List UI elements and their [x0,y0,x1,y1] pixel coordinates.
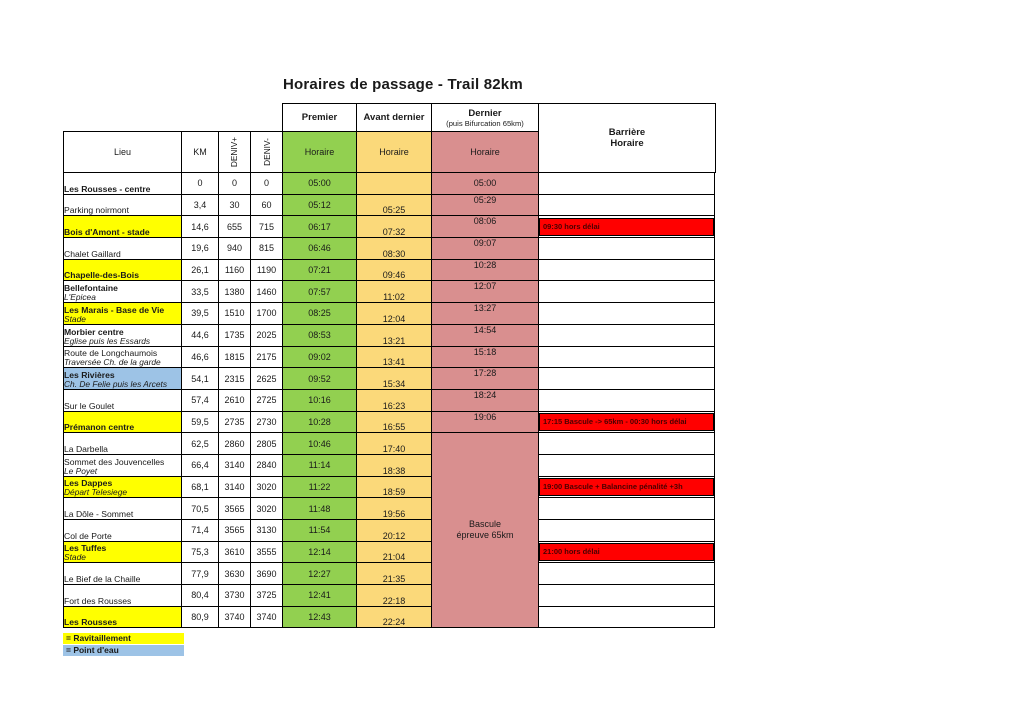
cell-lieu [64,606,182,628]
header-avant-dernier-label: Avant dernier [363,112,425,123]
header-barriere [538,103,716,173]
cell-deniv-minus: 1190 [251,259,283,281]
cell-deniv-minus: 60 [251,194,283,216]
cell-km: 70,5 [182,498,219,520]
cell-km: 33,5 [182,281,219,303]
cell-avant-dernier-horaire: 22:18 [357,585,432,607]
cell-deniv-minus: 2025 [251,324,283,346]
table-row [64,541,715,563]
cell-premier-horaire: 08:25 [283,303,357,325]
cell-avant-dernier-horaire: 08:30 [357,238,432,260]
table-body [64,173,715,628]
cell-deniv-plus: 2735 [219,411,251,433]
location-name: Les Rousses [64,617,118,628]
cell-premier-horaire: 05:00 [283,173,357,195]
cell-lieu [64,454,182,476]
deniv-minus-label: DENIV- [261,138,272,166]
header-premier-label: Premier [301,112,338,123]
cell-barriere [539,606,715,628]
cell-premier-horaire: 11:22 [283,476,357,498]
cell-dernier-horaire: 05:00 [432,173,539,195]
cell-km: 77,9 [182,563,219,585]
location-subtitle: L'Epicea [64,292,96,303]
cell-km: 26,1 [182,259,219,281]
location-name: Fort des Rousses [64,595,132,606]
location-name: Sommet des Jouvencelles [64,456,165,467]
cell-deniv-minus: 1460 [251,281,283,303]
cell-dernier-horaire: 18:24 [432,389,539,411]
cell-premier-horaire: 12:27 [283,563,357,585]
table-row [64,585,715,607]
cell-premier-horaire: 12:14 [283,541,357,563]
barrier-cutoff-bar: 21:00 hors délai [539,543,714,561]
cell-lieu [64,563,182,585]
cell-premier-horaire: 08:53 [283,324,357,346]
cell-premier-horaire: 07:57 [283,281,357,303]
cell-premier-horaire: 11:54 [283,520,357,542]
bascule-merged-cell [432,433,539,628]
location-name: La Darbella [64,443,108,454]
header-dernier-label: Dernier [468,107,502,119]
legend-point-eau: = Point d'eau [63,645,184,656]
cell-avant-dernier-horaire: 17:40 [357,433,432,455]
cell-km: 71,4 [182,520,219,542]
header-barriere-line2: Horaire [610,138,644,149]
location-subtitle: Eglise puis les Essards [64,335,151,346]
table-row [64,520,715,542]
header-avant-dernier [356,103,432,132]
table-row [64,194,715,216]
cell-lieu [64,585,182,607]
cell-lieu [64,541,182,563]
cell-deniv-plus: 2315 [219,368,251,390]
cell-barriere [539,389,715,411]
cell-avant-dernier-horaire: 07:32 [357,216,432,238]
cell-premier-horaire: 11:48 [283,498,357,520]
cell-deniv-minus: 3725 [251,585,283,607]
cell-barriere [539,303,715,325]
location-name: Chalet Gaillard [64,248,121,259]
cell-premier-horaire: 10:16 [283,389,357,411]
cell-deniv-plus: 3630 [219,563,251,585]
cell-barriere [539,216,715,238]
cell-deniv-minus: 3555 [251,541,283,563]
location-subtitle: Ch. De Felie puis les Arcets [64,378,168,389]
column-header-deniv-minus [250,131,283,173]
legend-ravitaillement: = Ravitaillement [63,633,184,644]
location-name: Chapelle-des-Bois [64,270,139,281]
cell-premier-horaire: 06:17 [283,216,357,238]
cell-dernier-horaire: 17:28 [432,368,539,390]
cell-avant-dernier-horaire: 05:25 [357,194,432,216]
table-row [64,346,715,368]
cell-deniv-minus: 2805 [251,433,283,455]
cell-km: 3,4 [182,194,219,216]
cell-deniv-plus: 3565 [219,520,251,542]
cell-dernier-horaire: 10:28 [432,259,539,281]
cell-avant-dernier-horaire: 18:59 [357,476,432,498]
location-name: Parking noirmont [64,205,129,216]
cell-barriere [539,433,715,455]
location-subtitle: Traversée Ch. de la garde [64,357,161,368]
table-row [64,498,715,520]
table-row [64,476,715,498]
table-row [64,433,715,455]
cell-deniv-plus: 655 [219,216,251,238]
cell-deniv-plus: 3610 [219,541,251,563]
cell-deniv-minus: 0 [251,173,283,195]
cell-km: 59,5 [182,411,219,433]
location-name: Le Bief de la Chaille [64,574,141,585]
cell-lieu [64,281,182,303]
cell-km: 57,4 [182,389,219,411]
cell-dernier-horaire: 14:54 [432,324,539,346]
table-row [64,281,715,303]
location-name: Les Rousses - centre [64,183,151,194]
cell-avant-dernier-horaire: 21:04 [357,541,432,563]
cell-barriere [539,259,715,281]
cell-lieu [64,324,182,346]
location-name: Sur le Goulet [64,400,115,411]
cell-barriere [539,194,715,216]
cell-deniv-minus: 2625 [251,368,283,390]
cell-deniv-minus: 3020 [251,476,283,498]
location-subtitle: Stade [64,313,86,324]
cell-lieu [64,498,182,520]
column-header-deniv-plus [218,131,251,173]
cell-avant-dernier-horaire [357,173,432,195]
cell-deniv-minus: 2840 [251,454,283,476]
cell-avant-dernier-horaire: 16:23 [357,389,432,411]
column-header-horaire-dernier: Horaire [431,131,539,173]
table-row [64,303,715,325]
header-barriere-line1: Barrière [608,127,646,138]
cell-km: 80,4 [182,585,219,607]
column-header-lieu: Lieu [63,131,182,173]
cell-km: 39,5 [182,303,219,325]
barrier-cutoff-bar: 09:30 hors délai [539,218,714,236]
cell-avant-dernier-horaire: 12:04 [357,303,432,325]
cell-avant-dernier-horaire: 15:34 [357,368,432,390]
table-row [64,606,715,628]
cell-lieu [64,303,182,325]
cell-barriere [539,346,715,368]
cell-lieu [64,346,182,368]
header-dernier-sublabel: (puis Bifurcation 65km) [446,118,524,128]
cell-dernier-horaire: 05:29 [432,194,539,216]
bascule-line1: Bascule [468,519,502,530]
cell-premier-horaire: 09:52 [283,368,357,390]
cell-lieu [64,194,182,216]
table-row [64,368,715,390]
cell-deniv-plus: 1160 [219,259,251,281]
cell-lieu [64,411,182,433]
cell-premier-horaire: 10:28 [283,411,357,433]
table-row [64,259,715,281]
cell-avant-dernier-horaire: 20:12 [357,520,432,542]
cell-barriere [539,368,715,390]
cell-km: 80,9 [182,606,219,628]
cell-deniv-plus: 1815 [219,346,251,368]
cell-barriere [539,563,715,585]
location-subtitle: Départ Telesiege [64,487,128,498]
cell-lieu [64,520,182,542]
cell-dernier-horaire: 12:07 [432,281,539,303]
cell-deniv-plus: 3740 [219,606,251,628]
cell-avant-dernier-horaire: 13:41 [357,346,432,368]
legend [63,633,184,657]
cell-barriere [539,476,715,498]
cell-dernier-horaire: 15:18 [432,346,539,368]
cell-premier-horaire: 12:43 [283,606,357,628]
barrier-cutoff-bar: 17:15 Bascule -> 65km - 00:30 hors délai [539,413,714,431]
cell-lieu [64,368,182,390]
table-row [64,238,715,260]
cell-dernier-horaire: 13:27 [432,303,539,325]
deniv-plus-label: DENIV+ [229,136,240,168]
cell-deniv-minus: 3740 [251,606,283,628]
table-row [64,324,715,346]
location-name: Les Dappes [64,478,113,489]
cell-barriere [539,454,715,476]
cell-deniv-minus: 3130 [251,520,283,542]
cell-premier-horaire: 12:41 [283,585,357,607]
table-row [64,216,715,238]
table-row [64,563,715,585]
cell-premier-horaire: 11:14 [283,454,357,476]
cell-avant-dernier-horaire: 22:24 [357,606,432,628]
cell-barriere [539,520,715,542]
cell-km: 44,6 [182,324,219,346]
cell-lieu [64,216,182,238]
cell-km: 46,6 [182,346,219,368]
cell-km: 68,1 [182,476,219,498]
cell-dernier-horaire: 08:06 [432,216,539,238]
cell-deniv-plus: 3140 [219,454,251,476]
location-name: Bellefontaine [64,283,118,294]
cell-lieu [64,259,182,281]
cell-avant-dernier-horaire: 21:35 [357,563,432,585]
cell-premier-horaire: 09:02 [283,346,357,368]
cell-avant-dernier-horaire: 19:56 [357,498,432,520]
header-premier [282,103,357,132]
cell-dernier-horaire: 19:06 [432,411,539,433]
cell-avant-dernier-horaire: 11:02 [357,281,432,303]
location-name: Les Tuffes [64,543,107,554]
cell-deniv-minus: 715 [251,216,283,238]
location-name: Bois d'Amont - stade [64,227,150,238]
cell-deniv-minus: 3020 [251,498,283,520]
cell-deniv-plus: 2860 [219,433,251,455]
cell-barriere [539,281,715,303]
cell-km: 0 [182,173,219,195]
cell-deniv-plus: 2610 [219,389,251,411]
bascule-line2: épreuve 65km [456,530,514,541]
column-header-km: KM [181,131,219,173]
location-name: Prémanon centre [64,422,135,433]
cell-deniv-minus: 2175 [251,346,283,368]
cell-avant-dernier-horaire: 09:46 [357,259,432,281]
cell-premier-horaire: 06:46 [283,238,357,260]
cell-deniv-plus: 1380 [219,281,251,303]
cell-lieu [64,238,182,260]
cell-lieu [64,433,182,455]
schedule-table [63,172,715,628]
column-header-horaire-premier: Horaire [282,131,357,173]
cell-barriere [539,585,715,607]
cell-barriere [539,541,715,563]
cell-dernier-horaire: 09:07 [432,238,539,260]
cell-avant-dernier-horaire: 18:38 [357,454,432,476]
cell-barriere [539,411,715,433]
location-subtitle: Stade [64,552,86,563]
barrier-cutoff-bar: 19:00 Bascule + Balancine pénalité +3h [539,478,714,496]
cell-lieu [64,476,182,498]
cell-premier-horaire: 07:21 [283,259,357,281]
cell-avant-dernier-horaire: 16:55 [357,411,432,433]
column-header-horaire-avant: Horaire [356,131,432,173]
cell-deniv-plus: 1735 [219,324,251,346]
cell-barriere [539,238,715,260]
cell-premier-horaire: 05:12 [283,194,357,216]
cell-deniv-minus: 815 [251,238,283,260]
table-row [64,454,715,476]
cell-deniv-plus: 940 [219,238,251,260]
location-name: Morbier centre [64,326,124,337]
location-subtitle: Le Poyet [64,465,98,476]
cell-premier-horaire: 10:46 [283,433,357,455]
cell-km: 66,4 [182,454,219,476]
cell-lieu [64,173,182,195]
cell-deniv-plus: 0 [219,173,251,195]
location-name: Les Rivières [64,369,115,380]
cell-deniv-plus: 3140 [219,476,251,498]
page-title: Horaires de passage - Trail 82km [283,76,523,93]
table-row [64,411,715,433]
cell-deniv-plus: 3730 [219,585,251,607]
cell-km: 54,1 [182,368,219,390]
location-name: Les Marais - Base de Vie [64,304,165,315]
cell-deniv-minus: 1700 [251,303,283,325]
cell-deniv-minus: 2730 [251,411,283,433]
cell-km: 62,5 [182,433,219,455]
cell-deniv-minus: 3690 [251,563,283,585]
cell-barriere [539,173,715,195]
cell-avant-dernier-horaire: 13:21 [357,324,432,346]
cell-km: 14,6 [182,216,219,238]
cell-deniv-minus: 2725 [251,389,283,411]
location-name: La Dôle - Sommet [64,509,134,519]
cell-barriere [539,324,715,346]
cell-deniv-plus: 30 [219,194,251,216]
cell-km: 19,6 [182,238,219,260]
location-name: Col de Porte [64,530,112,541]
cell-lieu [64,389,182,411]
cell-barriere [539,498,715,520]
location-name: Route de Longchaumois [64,348,158,359]
cell-km: 75,3 [182,541,219,563]
cell-deniv-plus: 3565 [219,498,251,520]
cell-deniv-plus: 1510 [219,303,251,325]
header-dernier [431,103,539,132]
table-row [64,173,715,195]
table-row [64,389,715,411]
